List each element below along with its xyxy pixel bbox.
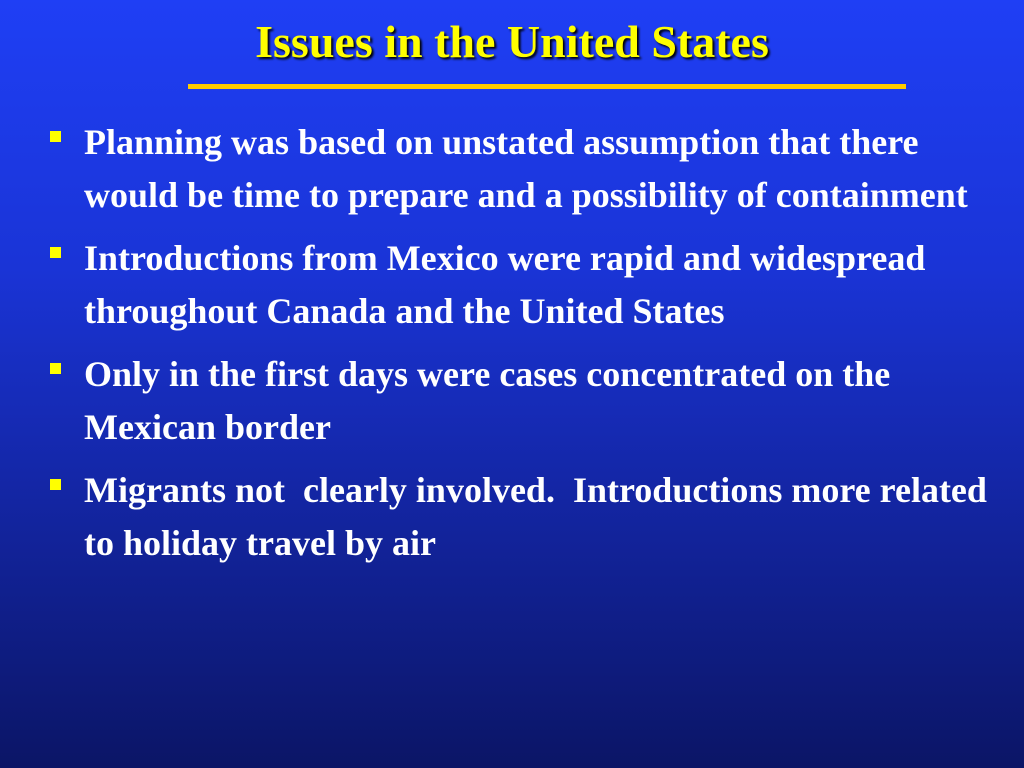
bullet-item [46, 464, 996, 570]
bullet-text: Introductions from Mexico were rapid and widespread throughout Canada and the United States [84, 238, 926, 331]
bullet-item [46, 348, 996, 454]
square-bullet-icon [50, 479, 61, 490]
bullet-text: Planning was based on unstated assumption that there would be time to prepare and a possibility of containment [84, 122, 968, 215]
square-bullet-icon [50, 247, 61, 258]
bullet-text: Migrants not clearly involved. Introductions more related to holiday travel by air [84, 470, 996, 563]
square-bullet-icon [50, 363, 61, 374]
title-underline [188, 84, 906, 89]
bullet-item [46, 116, 996, 222]
bullet-text: Only in the first days were cases concentrated on the Mexican border [84, 354, 891, 447]
bullet-list [46, 116, 996, 580]
square-bullet-icon [50, 131, 61, 142]
bullet-item [46, 232, 996, 338]
slide-title: Issues in the United States [255, 16, 769, 67]
